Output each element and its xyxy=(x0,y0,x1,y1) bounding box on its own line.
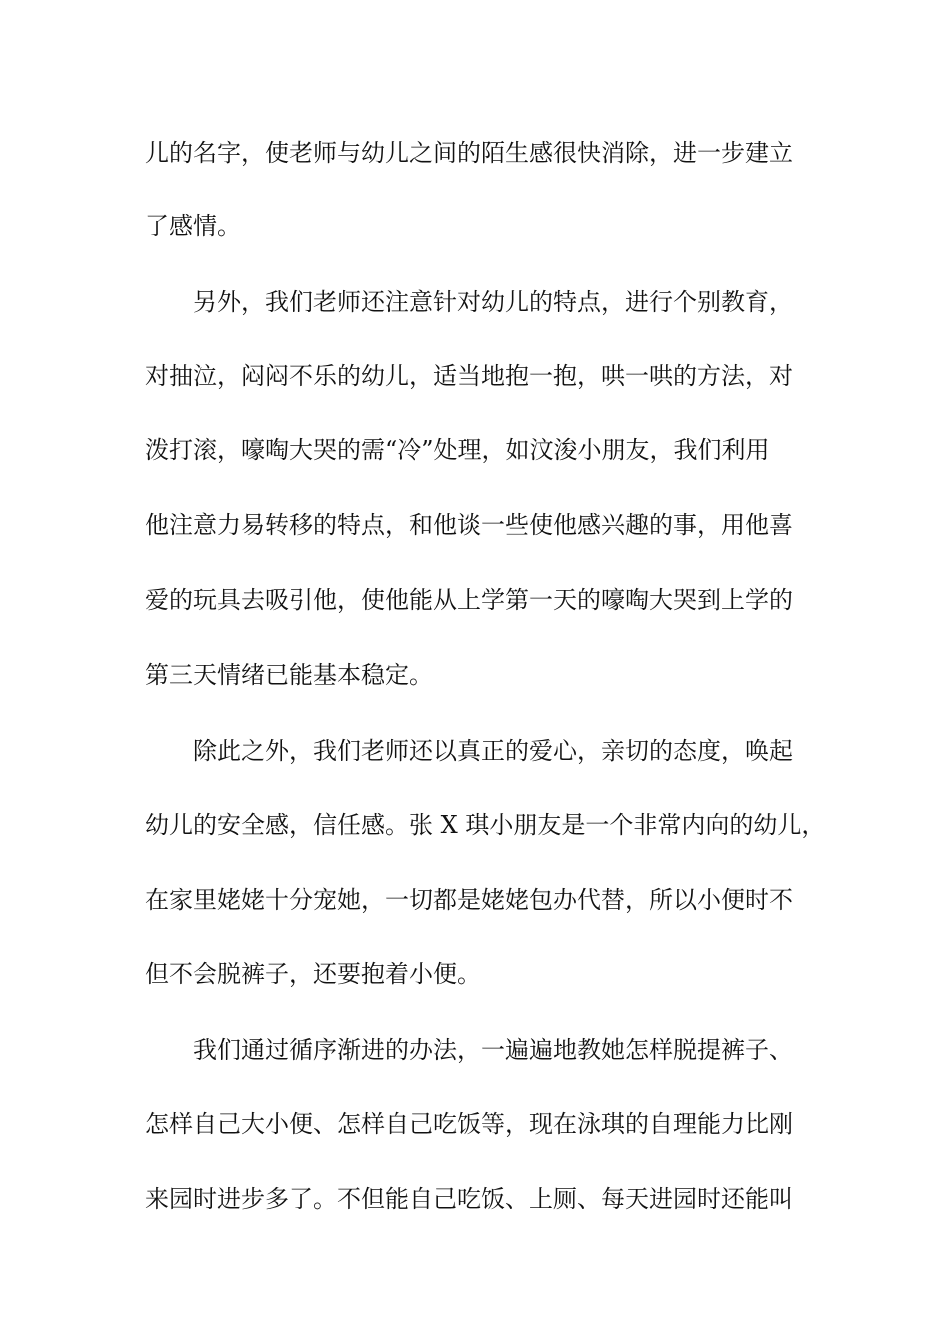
text-line: 第三天情绪已能基本稳定。 xyxy=(145,661,433,689)
text-line: 怎样自己大小便、怎样自己吃饭等，现在泳琪的自理能力比刚 xyxy=(145,1110,793,1138)
text-line: 他注意力易转移的特点，和他谈一些使他感兴趣的事，用他喜 xyxy=(145,511,793,539)
paragraph-first-line: 除此之外，我们老师还以真正的爱心，亲切的态度，唤起 xyxy=(193,737,793,765)
text-line: 来园时进步多了。不但能自己吃饭、上厕、每天进园时还能叫 xyxy=(145,1185,793,1213)
text-line: 儿的名字，使老师与幼儿之间的陌生感很快消除，进一步建立 xyxy=(145,139,793,167)
paragraph-first-line: 另外，我们老师还注意针对幼儿的特点，进行个别教育， xyxy=(193,288,793,316)
text-line: 泼打滚，嚎啕大哭的需“冷”处理，如汶浚小朋友，我们利用 xyxy=(145,436,770,464)
paragraph-first-line: 我们通过循序渐进的办法，一遍遍地教她怎样脱提裤子、 xyxy=(193,1036,793,1064)
text-line: 但不会脱裤子，还要抱着小便。 xyxy=(145,960,481,988)
text-line: 在家里姥姥十分宠她，一切都是姥姥包办代替，所以小便时不 xyxy=(145,886,793,914)
text-line: 了感情。 xyxy=(145,212,241,240)
text-line: 幼儿的安全感，信任感。张 X 琪小朋友是一个非常内向的幼儿， xyxy=(145,811,826,839)
text-line: 爱的玩具去吸引他，使他能从上学第一天的嚎啕大哭到上学的 xyxy=(145,586,793,614)
text-line: 对抽泣，闷闷不乐的幼儿，适当地抱一抱，哄一哄的方法，对 xyxy=(145,362,793,390)
